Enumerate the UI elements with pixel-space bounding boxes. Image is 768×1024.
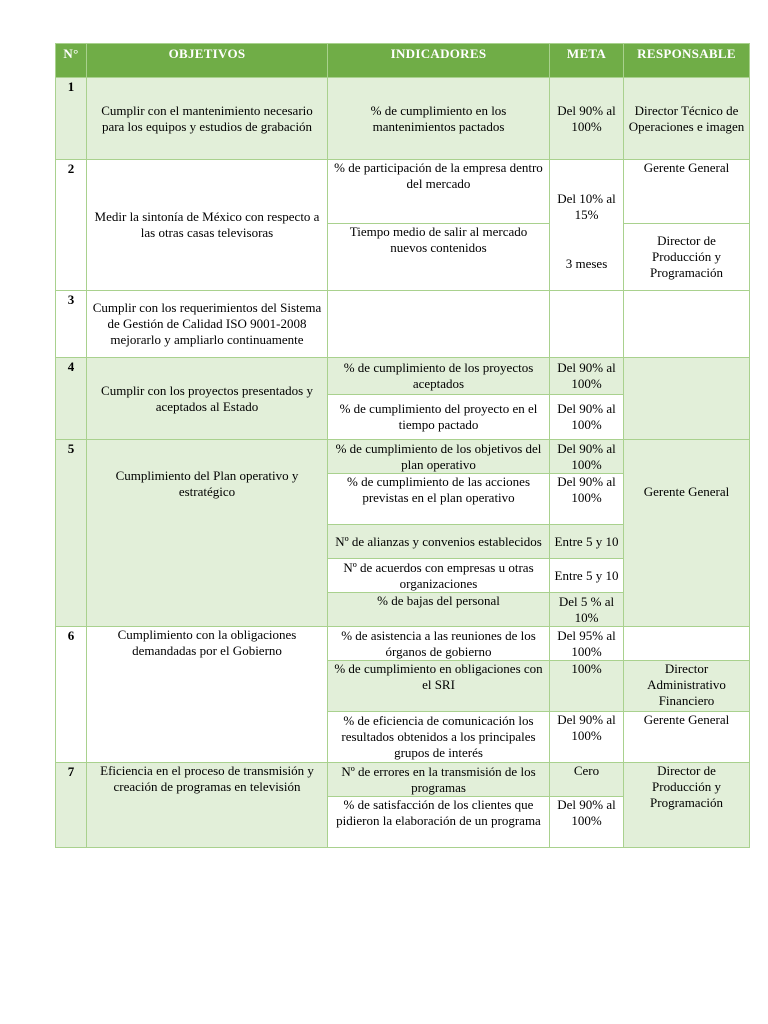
objective-cell: Cumplimiento del Plan operativo y estratégico	[87, 440, 328, 627]
meta-cell: Entre 5 y 10	[550, 525, 624, 559]
header-objetivos: OBJETIVOS	[87, 44, 328, 78]
indicator-cell: % de cumplimiento de las acciones previstas en el plan operativo	[328, 474, 550, 525]
indicator-cell: Nº de alianzas y convenios establecidos	[328, 525, 550, 559]
meta-cell: Del 90% al 100%	[550, 712, 624, 763]
table-row	[56, 358, 750, 395]
meta-cell: Entre 5 y 10	[550, 559, 624, 593]
meta-cell: Del 5 % al 10%	[550, 593, 624, 627]
meta-value: 3 meses	[565, 256, 608, 271]
indicator-cell: % de bajas del personal	[328, 593, 550, 627]
responsible-cell: Director Técnico de Operaciones e imagen	[624, 78, 750, 160]
indicator-cell: % de cumplimiento de los proyectos aceptados	[328, 358, 550, 395]
row-number: 4	[56, 358, 87, 440]
indicator-cell: % de cumplimiento de los objetivos del plan operativo	[328, 440, 550, 474]
meta-cell: Del 90% al 100%	[550, 797, 624, 848]
objective-cell: Cumplimiento con la obligaciones demandadas por el Gobierno	[87, 627, 328, 763]
objective-cell: Medir la sintonía de México con respecto a las otras casas televisoras	[87, 160, 328, 291]
meta-cell: Del 90% al 100%	[550, 78, 624, 160]
indicator-cell: Nº de errores en la transmisión de los programas	[328, 763, 550, 797]
indicator-cell: % de cumplimiento en obligaciones con el SRI	[328, 661, 550, 712]
responsible-cell: Director de Producción y Programación	[624, 763, 750, 848]
table-row	[56, 627, 750, 661]
header-no: N°	[56, 44, 87, 78]
table-row	[56, 160, 750, 224]
table-row	[56, 763, 750, 797]
responsible-cell	[624, 358, 750, 440]
header-responsable: RESPONSABLE	[624, 44, 750, 78]
indicator-cell: % de satisfacción de los clientes que pidieron la elaboración de un programa	[328, 797, 550, 848]
indicator-cell	[328, 291, 550, 358]
meta-cell: Del 95% al 100%	[550, 627, 624, 661]
responsible-cell	[624, 291, 750, 358]
row-number: 2	[56, 160, 87, 291]
meta-cell: Del 90% al 100%	[550, 395, 624, 440]
responsible-cell: Gerente General	[624, 440, 750, 627]
table-row	[56, 291, 750, 358]
indicator-cell: % de participación de la empresa dentro del mercado	[328, 160, 550, 224]
meta-cell: 100%	[550, 661, 624, 712]
indicator-cell: % de cumplimiento en los mantenimientos pactados	[328, 78, 550, 160]
row-number: 5	[56, 440, 87, 627]
indicator-cell: Tiempo medio de salir al mercado nuevos contenidos	[328, 224, 550, 291]
responsible-cell	[624, 627, 750, 661]
header-indicadores: INDICADORES	[328, 44, 550, 78]
indicator-cell: Nº de acuerdos con empresas u otras organizaciones	[328, 559, 550, 593]
row-number: 7	[56, 763, 87, 848]
objectives-table	[55, 43, 750, 848]
meta-cell: Cero	[550, 763, 624, 797]
objective-cell: Cumplir con los proyectos presentados y aceptados al Estado	[87, 358, 328, 440]
responsible-cell: Gerente General	[624, 712, 750, 763]
table-row	[56, 78, 750, 160]
meta-cell: Del 90% al 100%	[550, 358, 624, 395]
responsible-cell: Gerente General	[624, 160, 750, 224]
header-meta: META	[550, 44, 624, 78]
objective-cell: Cumplir con el mantenimiento necesario para los equipos y estudios de grabación	[87, 78, 328, 160]
row-number: 1	[56, 78, 87, 160]
indicator-cell: % de cumplimiento del proyecto en el tiempo pactado	[328, 395, 550, 440]
meta-value: Del 10% al 15%	[557, 191, 616, 222]
indicator-cell: % de asistencia a las reuniones de los órganos de gobierno	[328, 627, 550, 661]
meta-cell: Del 90% al 100%	[550, 474, 624, 525]
meta-cell	[550, 291, 624, 358]
row-number: 6	[56, 627, 87, 763]
objective-cell: Cumplir con los requerimientos del Sistema de Gestión de Calidad ISO 9001-2008 mejorarlo y ampliarlo continuamente	[87, 291, 328, 358]
responsible-cell: Director Administrativo Financiero	[624, 661, 750, 712]
indicator-cell: % de eficiencia de comunicación los resultados obtenidos a los principales grupos de interés	[328, 712, 550, 763]
meta-cell	[550, 160, 624, 291]
responsible-cell: Director de Producción y Programación	[624, 224, 750, 291]
header-row	[56, 44, 750, 78]
meta-cell: Del 90% al 100%	[550, 440, 624, 474]
objective-cell: Eficiencia en el proceso de transmisión y creación de programas en televisión	[87, 763, 328, 848]
row-number: 3	[56, 291, 87, 358]
table-row	[56, 440, 750, 474]
